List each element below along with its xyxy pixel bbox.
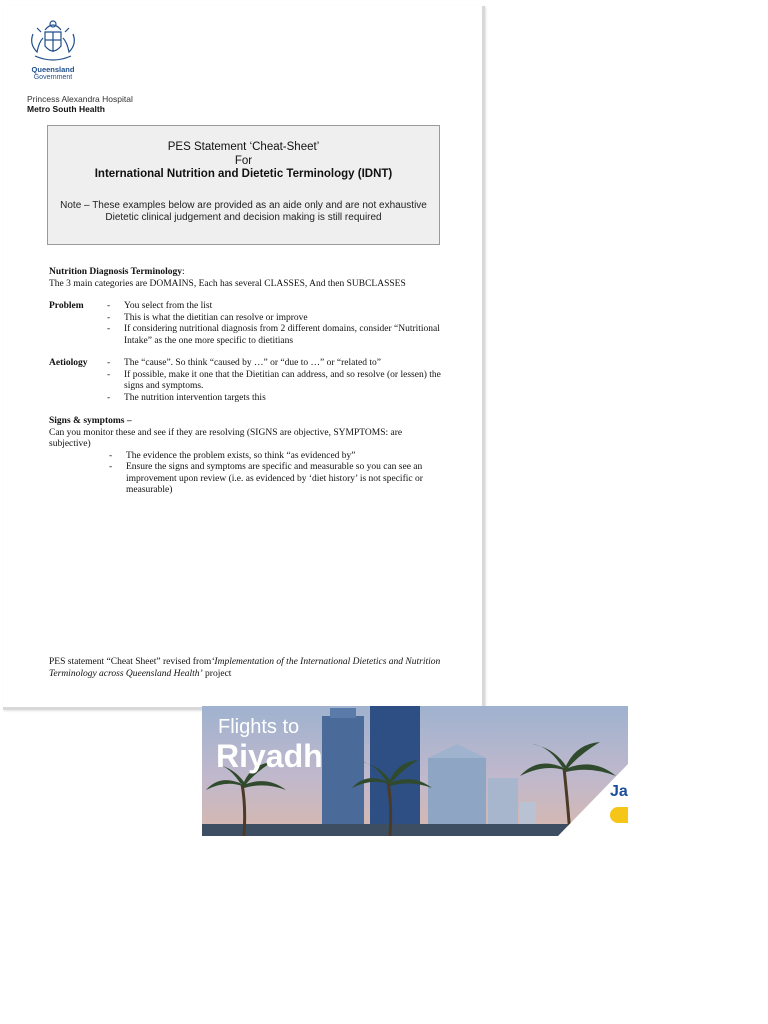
problem-item: - This is what the dietitian can resolve or improve (107, 312, 308, 323)
footer-suffix: project (202, 668, 232, 679)
document-page (3, 6, 485, 710)
ad-cta-button[interactable] (610, 807, 628, 823)
hospital-name: Princess Alexandra Hospital (27, 94, 133, 104)
queensland-crest-icon (25, 16, 81, 66)
queensland-government-logo (23, 16, 83, 82)
logo-queensland-text: Queensland (31, 65, 75, 74)
ad-brand-logo: Ja (610, 783, 628, 800)
signs-item: - Ensure the signs and symptoms are specific and measurable so you can see an improvement upon review (i.e. as evidenced by ‘diet history’ is not specific or measurable) (109, 462, 423, 495)
signs-text: Can you monitor these and see if they are resolving (SIGNS are objective, SYMPTOMS: are subjective) (49, 427, 403, 449)
title-line-3: International Nutrition and Dietetic Terminology (IDNT) (94, 168, 393, 180)
signs-items (49, 451, 441, 497)
signs-heading: Signs & symptoms – (49, 416, 132, 426)
problem-section (49, 301, 441, 347)
terminology-heading: Nutrition Diagnosis Terminology (49, 267, 183, 277)
note-line-2: Dietetic clinical judgement and decision making is still required (105, 211, 382, 223)
health-service-name: Metro South Health (27, 104, 105, 114)
problem-items (49, 301, 441, 347)
footer-prefix: PES statement “Cheat Sheet” revised from (49, 657, 212, 667)
advertisement-banner[interactable] (202, 706, 628, 836)
problem-row (49, 301, 441, 347)
note-text (48, 200, 439, 224)
signs-section (49, 416, 441, 497)
hospital-heading (27, 94, 133, 114)
footer-note (49, 657, 441, 680)
problem-label: Problem (49, 301, 84, 311)
aetiology-item: - The nutrition intervention targets this (107, 392, 266, 403)
aetiology-label: Aetiology (49, 358, 88, 368)
problem-item: - You select from the list (107, 301, 213, 311)
footer-italic-title: ‘Implementation of the International Dietetics and Nutrition Terminology across Queensland Health’ (49, 657, 441, 679)
aetiology-row (49, 358, 441, 404)
title-line-2: For (234, 154, 253, 167)
logo-government-text: Government (33, 74, 73, 81)
ad-city-text: Riyadh (216, 738, 323, 774)
note-line-1: Note – These examples below are provided as an aide only and are not exhaustive (60, 199, 427, 211)
terminology-heading-line (49, 267, 441, 279)
aetiology-section (49, 358, 441, 404)
terminology-colon: : (182, 267, 185, 277)
aetiology-items (49, 358, 441, 404)
title-line-1: PES Statement ‘Cheat-Sheet’ (167, 141, 320, 153)
problem-item: - If considering nutritional diagnosis from 2 different domains, consider “Nutritional Intake” as the one more specific to dietitians (107, 324, 440, 346)
ad-flights-text: Flights to (218, 716, 300, 738)
terminology-text: The 3 main categories are DOMAINS, Each has several CLASSES, And then SUBCLASSES (49, 278, 406, 289)
terminology-section (49, 267, 441, 290)
signs-item: - The evidence the problem exists, so think “as evidenced by” (109, 450, 356, 461)
title-box (47, 125, 440, 245)
aetiology-item: - If possible, make it one that the Dietitian can address, and so resolve (or lessen) the signs and symptoms. (107, 369, 441, 391)
aetiology-item: - The “cause”. So think “caused by …” or “due to …” or “related to” (107, 358, 381, 368)
